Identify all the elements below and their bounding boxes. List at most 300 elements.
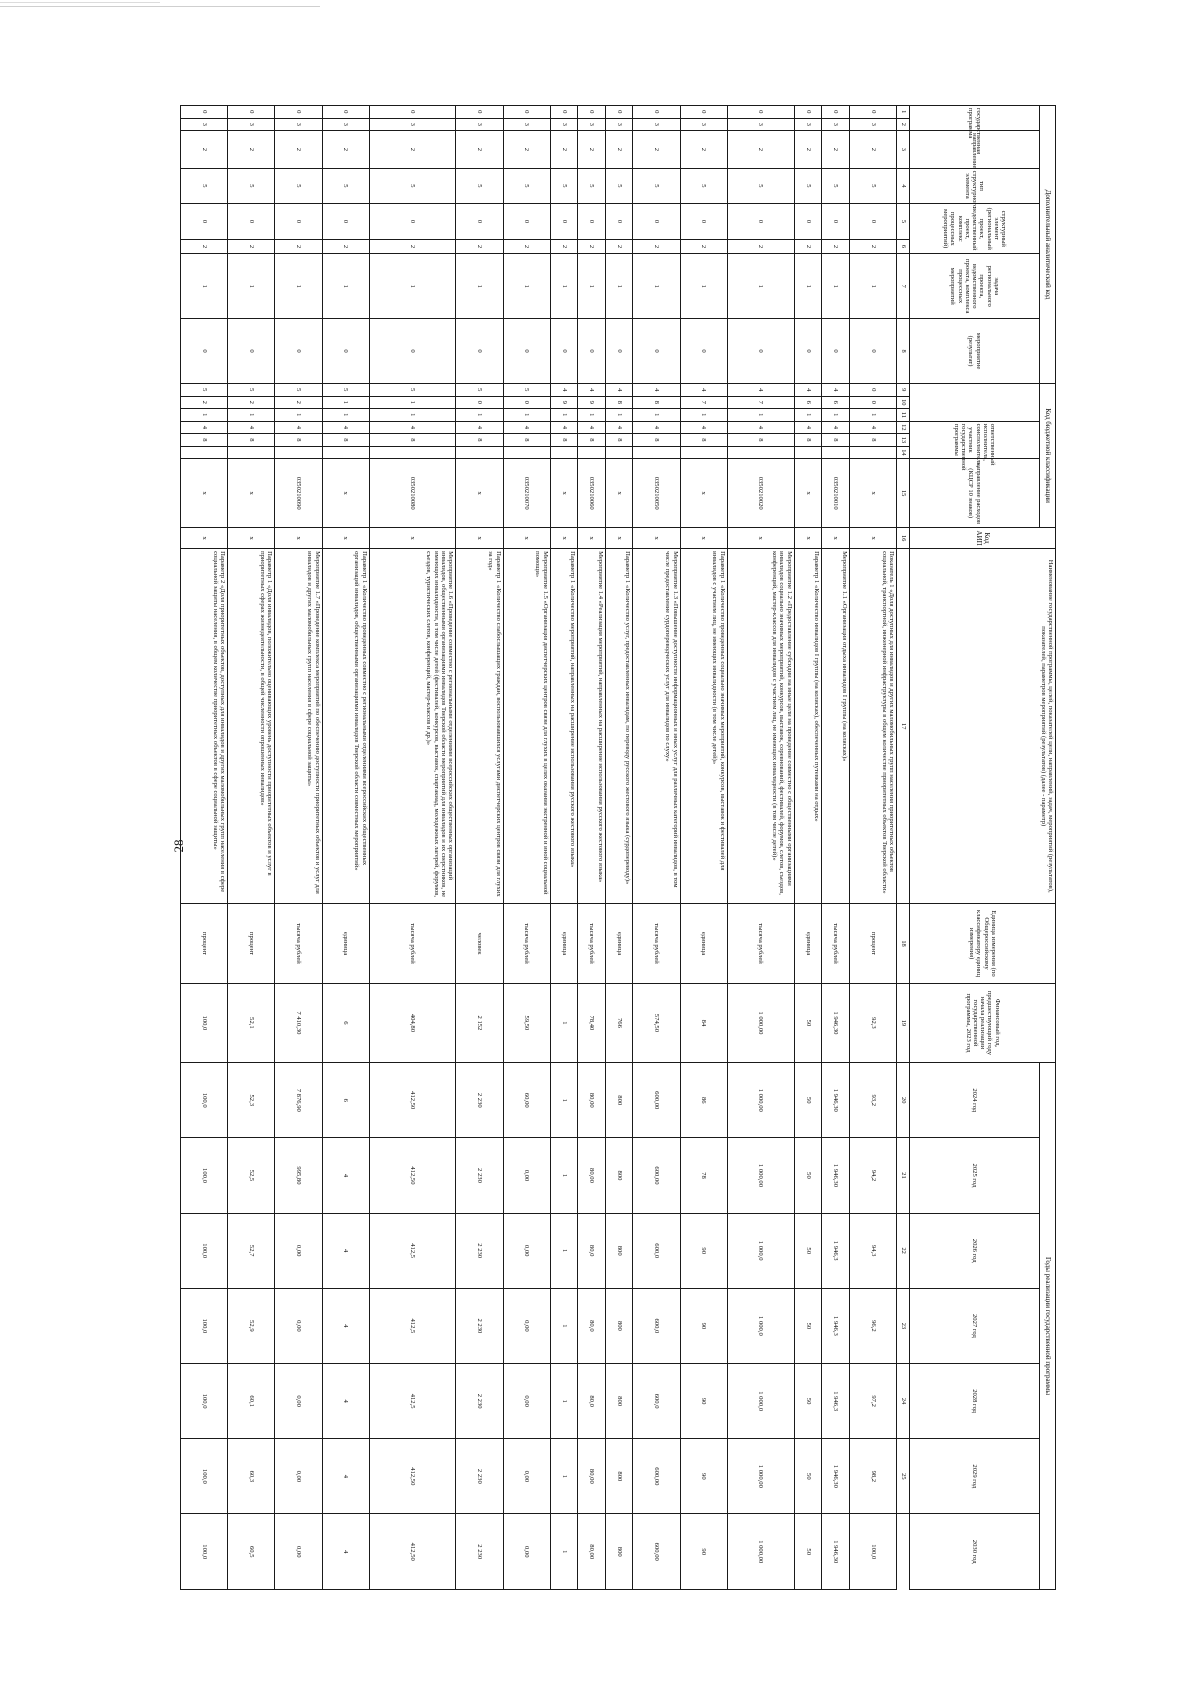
year-value: 90 [680,1514,727,1590]
code-cell: 1 [322,409,369,422]
code-cell: 8 [680,434,727,447]
year-value: 1 946,3 [822,1364,850,1439]
name-cell: Параметр 1 «Количество слабослышащих граждан, воспользовавшихся услугами диспетчерских центров связи для глухих за год» [456,549,503,904]
unit-cell: тысяча рублей [633,904,680,983]
year-value: 4 [322,1288,369,1363]
year-value: 50 [794,1288,822,1363]
year-value: 0,00 [503,1288,550,1363]
name-cell: Параметр 1 «Количество инвалидов I группы (на колясках), обеспеченных путевками на отдых» [794,549,822,904]
code-cell: 5 [503,168,550,204]
code-cell: 0 [633,106,680,119]
code-cell: 5 [228,168,275,204]
code-cell: 2 [727,131,794,169]
year-value: 0,00 [275,1288,322,1363]
name-cell: Параметр 1 «Доля инвалидов, положительно оценивающих уровень доступности приоритетных объектов и услуг в приоритетных сферах жизнедеятельности, в общей численности опрошенных инвалидов» [228,549,275,904]
code-cell: 1 [503,409,550,422]
year-value: 800 [605,1288,633,1363]
year-value: 1 946,30 [822,1063,850,1138]
code-cell: 5 [181,168,228,204]
column-number: 21 [897,1138,910,1213]
code-cell: 0 [633,204,680,240]
struct-subheader: структурный элемент (региональный проект, ведомственный проект, комплекс процессных мероприятий) [910,204,1040,254]
unit-cell: процент [849,904,896,983]
code-cell: 0 [578,204,606,240]
code-cell: 4 [605,384,633,397]
code-cell [550,446,578,459]
unit-cell: тысяча рублей [822,904,850,983]
code-cell: 1 [503,254,550,319]
code-cell: 1 [369,409,455,422]
years-group-header: Годы реализации государственной программы [1040,1063,1056,1590]
code-cell: 3 [275,118,322,131]
column-number: 18 [897,904,910,983]
unit-cell: тысяча рублей [503,904,550,983]
code-cell: 3 [369,118,455,131]
code-cell: 0 [369,106,455,119]
code-cell: 4 [633,421,680,434]
code-cell [849,446,896,459]
code-cell: 0 [633,319,680,384]
unit-cell: единица [680,904,727,983]
code-cell: 2 [605,131,633,169]
code-cell: 5 [550,168,578,204]
base-year-value: 59,50 [503,983,550,1062]
code-cell: 0 [822,204,850,240]
code-cell: 0 [456,396,503,409]
year-value: 4 [322,1213,369,1288]
code-cell: 8 [456,434,503,447]
year-value: 600,0 [633,1213,680,1288]
code-cell: 3 [680,118,727,131]
year-value: 412,50 [369,1138,455,1213]
rashod-cell: 0350210050 [633,459,680,528]
column-number: 8 [897,319,910,384]
name-cell: Параметр 1 «Количество услуг, предоставленных инвалидам, по переводу русского жестового языка (сурдопереводу)» [605,549,633,904]
aip-cell: x [181,528,228,549]
code-cell: 4 [633,384,680,397]
year-value: 1 [550,1063,578,1138]
year-value: 2 230 [456,1138,503,1213]
rashod-cell: x [322,459,369,528]
base-year-value: 574,50 [633,983,680,1062]
code-cell: 1 [369,396,455,409]
code-cell: 8 [369,434,455,447]
code-cell: 0 [849,396,896,409]
base-year-value: 52,1 [228,983,275,1062]
code-cell: 0 [275,106,322,119]
code-cell: 1 [727,409,794,422]
code-cell: 3 [550,118,578,131]
code-cell: 4 [680,421,727,434]
name-cell: Параметр 1 «Количество проведенных социально значимых мероприятий, конкурсов, выставок и фестивалей для инвалидов с участием лиц, не имеющих инвалидности (в том числе детей)» [680,549,727,904]
code-cell: 8 [727,434,794,447]
year-value: 4 [322,1364,369,1439]
base-year-value: 1 [550,983,578,1062]
code-cell: 1 [633,409,680,422]
year-value: 600,00 [633,1138,680,1213]
year-value: 412,5 [369,1364,455,1439]
table-row [228,106,275,1590]
year-value: 98,2 [849,1439,896,1514]
code-cell: 4 [822,384,850,397]
unit-cell: человек [456,904,503,983]
year-value: 0,00 [503,1364,550,1439]
code-cell: 2 [794,239,822,254]
code-cell [794,446,822,459]
year-value: 1 [550,1213,578,1288]
code-cell: 4 [181,421,228,434]
code-cell: 5 [228,384,275,397]
code-cell: 2 [322,131,369,169]
code-cell: 2 [228,396,275,409]
code-cell: 0 [849,204,896,240]
code-cell: 0 [181,204,228,240]
code-cell: 2 [550,239,578,254]
rashod-cell: x [849,459,896,528]
year-value: 0,00 [275,1364,322,1439]
year-value: 995,80 [275,1138,322,1213]
code-cell: 1 [680,254,727,319]
code-cell: 1 [794,409,822,422]
column-number: 7 [897,254,910,319]
code-cell: 5 [275,384,322,397]
code-cell: 0 [849,106,896,119]
name-cell: Мероприятие 1.4 «Реализация мероприятий, направленных на расширение использования русского жестового языка» [578,549,606,904]
year-value: 800 [605,1514,633,1590]
code-cell: 0 [822,319,850,384]
year-value: 100,0 [181,1364,228,1439]
code-cell: 2 [228,239,275,254]
code-cell: 2 [822,131,850,169]
year-value: 100,0 [181,1288,228,1363]
year-value: 1 000,00 [727,1063,794,1138]
code-cell: 8 [794,434,822,447]
column-number: 10 [897,396,910,409]
year-2028-header: 2028 год [910,1364,1040,1439]
code-cell: 4 [578,421,606,434]
year-value: 412,50 [369,1063,455,1138]
code-cell: 5 [503,384,550,397]
code-cell: 4 [727,421,794,434]
column-number: 3 [897,131,910,169]
year-value: 100,0 [181,1514,228,1590]
year-value: 94,3 [849,1213,896,1288]
year-value: 4 [322,1138,369,1213]
code-cell: 2 [578,131,606,169]
year-value: 60,3 [228,1439,275,1514]
code-cell: 2 [849,131,896,169]
code-cell: 7 [727,396,794,409]
table-row [503,106,550,1590]
gp-subheader: государственная программа [910,106,1040,131]
code-cell: 4 [228,421,275,434]
code-cell: 2 [849,239,896,254]
base-year-value: 1 000,00 [727,983,794,1062]
aip-cell: x [578,528,606,549]
year-value: 96,2 [849,1288,896,1363]
code-cell: 8 [550,434,578,447]
aip-cell: x [550,528,578,549]
column-number: 15 [897,459,910,528]
code-cell: 0 [181,106,228,119]
code-cell: 0 [794,106,822,119]
year-value: 93,2 [849,1063,896,1138]
column-number: 13 [897,434,910,447]
code-cell: 8 [633,396,680,409]
year-value: 1 000,0 [727,1364,794,1439]
code-cell: 0 [322,319,369,384]
code-cell: 0 [727,204,794,240]
code-cell: 0 [550,106,578,119]
table-row [794,106,822,1590]
code-cell: 2 [822,239,850,254]
year-value: 2 230 [456,1439,503,1514]
unit-cell: единица [550,904,578,983]
code-cell: 1 [849,254,896,319]
code-cell [322,446,369,459]
year-value: 0,00 [275,1439,322,1514]
kbk-group-header: Код бюджетной классификации [1040,384,1056,528]
year-value: 412,5 [369,1213,455,1288]
code-cell: 5 [369,384,455,397]
code-cell: 0 [275,204,322,240]
code-cell: 8 [228,434,275,447]
year-value: 4 [322,1514,369,1590]
table-row [322,106,369,1590]
code-cell: 2 [322,239,369,254]
scan-edge-line [0,6,320,7]
code-cell: 0 [550,319,578,384]
code-cell: 3 [849,118,896,131]
code-cell: 4 [794,384,822,397]
year-value: 412,50 [369,1514,455,1590]
table-row [275,106,322,1590]
aip-cell: x [605,528,633,549]
code-cell: 0 [727,319,794,384]
year-value: 800 [605,1439,633,1514]
year-value: 1 946,30 [822,1138,850,1213]
aip-cell: x [228,528,275,549]
code-cell: 0 [822,106,850,119]
unit-cell: тысяча рублей [369,904,455,983]
code-cell: 1 [727,254,794,319]
code-cell: 1 [578,254,606,319]
code-cell: 3 [181,118,228,131]
rashod-cell: x [794,459,822,528]
year-value: 1 946,30 [822,1514,850,1590]
zadacha-subheader: задача регионального проекта, ведомственного проекта, комплекса процессных мероприятий [910,254,1040,319]
code-cell: 0 [727,106,794,119]
code-cell: 0 [849,319,896,384]
code-cell: 1 [181,254,228,319]
code-cell: 3 [605,118,633,131]
name-cell: Параметр 1 «Количество мероприятий, направленных на расширение использования русского жестового языка» [550,549,578,904]
unit-cell: единица [605,904,633,983]
code-cell: 7 [680,396,727,409]
code-cell: 4 [822,421,850,434]
code-cell: 4 [794,421,822,434]
base-year-value: 100,0 [181,983,228,1062]
year-value: 90 [680,1213,727,1288]
year-value: 600,00 [633,1063,680,1138]
year-value: 50 [794,1439,822,1514]
year-value: 100,0 [181,1213,228,1288]
year-value: 50 [794,1364,822,1439]
code-cell: 0 [369,204,455,240]
year-value: 52,3 [228,1063,275,1138]
code-cell: 2 [275,239,322,254]
year-value: 100,0 [181,1063,228,1138]
base-year-column-header: Финансовый год, предшествующий году начала реализации государственной программы, 2023 год [910,983,1056,1062]
code-cell: 8 [849,434,896,447]
code-cell: 4 [680,384,727,397]
code-cell: 5 [369,168,455,204]
rashod-cell: x [550,459,578,528]
code-cell: 1 [550,409,578,422]
code-cell: 3 [322,118,369,131]
code-cell: 2 [503,239,550,254]
code-cell: 0 [275,319,322,384]
code-cell: 0 [680,106,727,119]
year-value: 800 [605,1063,633,1138]
year-value: 1 946,3 [822,1213,850,1288]
year-value: 7 876,90 [275,1063,322,1138]
year-value: 800 [605,1213,633,1288]
program-table [180,105,1056,1590]
year-value: 0,00 [503,1514,550,1590]
code-cell: 2 [578,239,606,254]
year-2025-header: 2025 год [910,1138,1040,1213]
rashod-cell: 0350210020 [727,459,794,528]
code-cell [181,446,228,459]
meropriyatie-subheader: мероприятие (результат) [910,319,1040,384]
code-cell: 4 [456,421,503,434]
code-cell [727,446,794,459]
aip-cell: x [680,528,727,549]
rashod-cell: 0350210090 [275,459,322,528]
code-cell [275,446,322,459]
name-cell: Мероприятие 1.3 «Повышение доступности информационных и иных услуг для различных категорий инвалидов, в том числе предоставление сурдопереводческих услуг для инвалидов по слуху» [633,549,680,904]
scan-edge-line [0,2,160,3]
code-cell: 1 [322,254,369,319]
code-cell: 5 [578,168,606,204]
code-cell: 5 [275,168,322,204]
code-cell: 1 [456,254,503,319]
code-cell: 4 [503,421,550,434]
year-value: 94,2 [849,1138,896,1213]
table-row [181,106,228,1590]
name-column-header: Наименование государственной программы, целей, показателей цели, направлений, задач, мероприятий (результатов), показателей, параметров мероприятий (результатов) (далее - параметр) [910,549,1056,904]
code-cell: 0 [456,319,503,384]
code-cell: 1 [578,409,606,422]
year-value: 50 [794,1063,822,1138]
code-cell: 1 [322,396,369,409]
code-cell: 5 [605,168,633,204]
code-cell: 4 [369,421,455,434]
code-cell: 8 [503,434,550,447]
year-value: 2 230 [456,1213,503,1288]
code-cell: 1 [794,254,822,319]
rashod-cell: x [228,459,275,528]
year-value: 6 [322,1063,369,1138]
column-number: 22 [897,1213,910,1288]
meropriyatie-code-subheader [910,384,1040,422]
year-value: 0,00 [503,1138,550,1213]
column-number: 6 [897,239,910,254]
code-cell: 1 [550,254,578,319]
rashod-cell: x [456,459,503,528]
year-value: 52,7 [228,1213,275,1288]
column-number: 23 [897,1288,910,1363]
name-cell: Мероприятие 1.6 «Проведение совместно с региональными отделениями всероссийских общественных организаций инвалидов, общественными организациями инвалидов Тверской области мероприятий для инвалидов и их сверстников, не имеющих инвалидности, в том числе детей (фестивалей, конкурсов, выставок, спартакиад, молодежных лагерей, форумов, съездов, туристических слетов, конференций, мастер-классов и др.)» [369,549,455,904]
year-value: 1 000,0 [727,1288,794,1363]
rashod-cell: x [680,459,727,528]
year-value: 2 230 [456,1364,503,1439]
year-value: 2 230 [456,1514,503,1590]
code-cell: 6 [794,396,822,409]
code-cell: 8 [322,434,369,447]
code-cell: 0 [503,319,550,384]
code-cell: 4 [550,421,578,434]
year-value: 50 [794,1514,822,1590]
base-year-value: 78,40 [578,983,606,1062]
base-year-value: 404,80 [369,983,455,1062]
year-value: 0,00 [503,1213,550,1288]
code-cell: 0 [228,106,275,119]
aip-cell: x [633,528,680,549]
code-cell: 2 [633,239,680,254]
year-value: 1 946,3 [822,1288,850,1363]
aip-cell: x [322,528,369,549]
name-cell: Параметр 1 «Количество проведенных совместно с региональными отделениями всероссийских общественных организаций инвалидов, общественными организациями инвалидов Тверской области совместных мероприятий» [322,549,369,904]
code-cell: 2 [181,131,228,169]
year-value: 600,0 [633,1364,680,1439]
year-value: 1 946,30 [822,1439,850,1514]
table-row [822,106,850,1590]
code-cell: 2 [275,131,322,169]
year-2026-header: 2026 год [910,1213,1040,1288]
code-cell: 6 [822,396,850,409]
code-cell: 4 [275,421,322,434]
code-cell: 0 [181,319,228,384]
unit-cell: тысяча рублей [275,904,322,983]
base-year-value: 7 410,30 [275,983,322,1062]
code-cell: 2 [369,239,455,254]
code-cell: 5 [633,168,680,204]
code-cell: 3 [228,118,275,131]
year-value: 80,0 [578,1364,606,1439]
code-cell: 8 [181,434,228,447]
code-cell: 1 [605,254,633,319]
name-cell: Параметр 2 «Доля приоритетных объектов, доступных для инвалидов и других маломобильных групп населения в сфере социальной защиты населения, в общем количестве приоритетных объектов в сфере социальной защиты» [181,549,228,904]
code-cell: 5 [456,168,503,204]
column-number: 11 [897,409,910,422]
code-cell: 0 [794,204,822,240]
table-row [605,106,633,1590]
code-cell: 8 [605,434,633,447]
year-value: 50 [794,1138,822,1213]
code-cell: 9 [578,396,606,409]
code-cell: 4 [578,384,606,397]
table-row [578,106,606,1590]
year-value: 52,5 [228,1138,275,1213]
code-cell: 0 [550,204,578,240]
unit-cell: процент [228,904,275,983]
base-year-value: 84 [680,983,727,1062]
code-cell: 0 [369,319,455,384]
year-value: 86 [680,1063,727,1138]
code-cell [456,446,503,459]
